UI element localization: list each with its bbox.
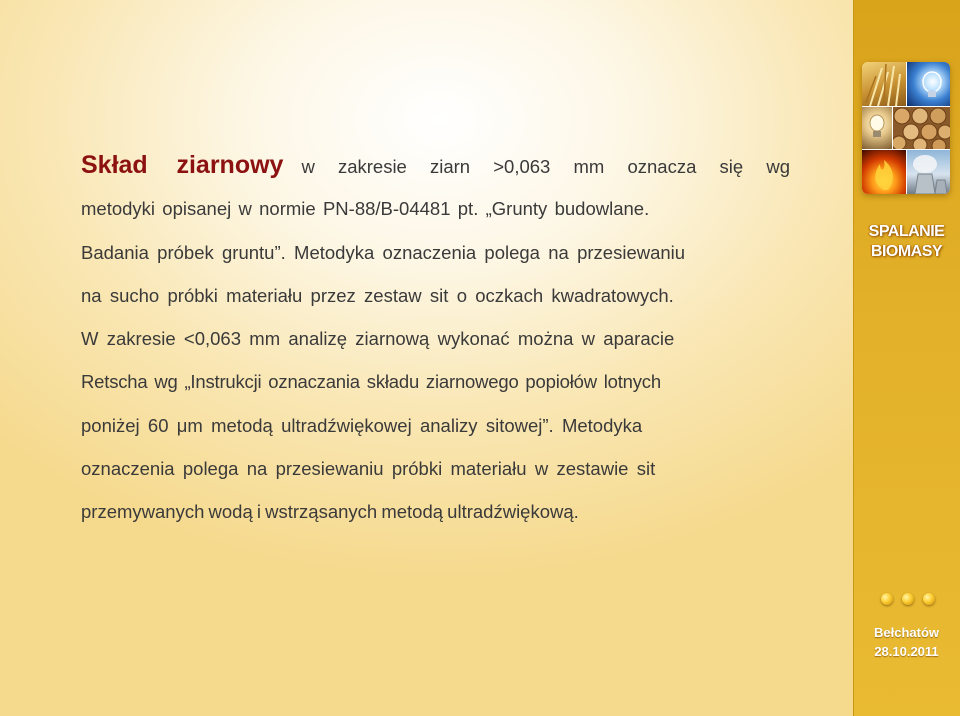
sidebar-title-line-1: SPALANIE xyxy=(868,223,945,240)
event-place: Bełchatów xyxy=(873,625,939,640)
sidebar-title-line-2: BIOMASY xyxy=(870,243,943,260)
text-line-1-rest: w zakresie ziarn >0,063 mm oznacza się wg xyxy=(301,156,790,177)
slide-heading: Skład ziarnowy xyxy=(81,151,284,179)
text-line-4: na sucho próbki materiału przez zestaw sit o oczkach kwadratowych. xyxy=(81,284,674,306)
text-line-7: poniżej 60 μm metodą ultradźwiękowej analizy sitowej”. Metodyka xyxy=(81,414,643,436)
dot-icon xyxy=(902,593,914,605)
decorative-dots xyxy=(878,593,938,609)
text-line-9: przemywanych wodą i wstrząsanych metodą ultradźwiękową. xyxy=(81,501,579,523)
dot-icon xyxy=(881,593,893,605)
power-plant-photo-icon xyxy=(907,150,950,194)
wood-logs-photo-icon xyxy=(893,107,950,149)
light-bulb-photo-icon xyxy=(907,62,950,106)
thumbnail-collage xyxy=(862,62,950,194)
dot-icon xyxy=(923,593,935,605)
slide-body xyxy=(81,144,790,534)
text-line-2: metodyki opisanej w normie PN-88/B-04481 pt. „Grunty budowlane. xyxy=(81,198,650,220)
wheat-photo-icon xyxy=(862,62,906,106)
text-line-3: Badania próbek gruntu”. Metodyka oznaczenia polega na przesiewaniu xyxy=(81,241,686,263)
text-line-5: W zakresie <0,063 mm analizę ziarnową wykonać można w aparacie xyxy=(81,328,675,350)
sidebar-title xyxy=(853,222,960,262)
text-line-6: Retscha wg „Instrukcji oznaczania składu ziarnowego popiołów lotnych xyxy=(81,371,661,393)
fire-photo-icon xyxy=(862,150,906,194)
text-line-1 xyxy=(81,144,790,187)
light-bulb-small-photo-icon xyxy=(862,107,892,149)
text-line-8: oznaczenia polega na przesiewaniu próbki materiału w zestawie sit xyxy=(81,458,656,480)
event-date: 28.10.2011 xyxy=(874,644,939,659)
